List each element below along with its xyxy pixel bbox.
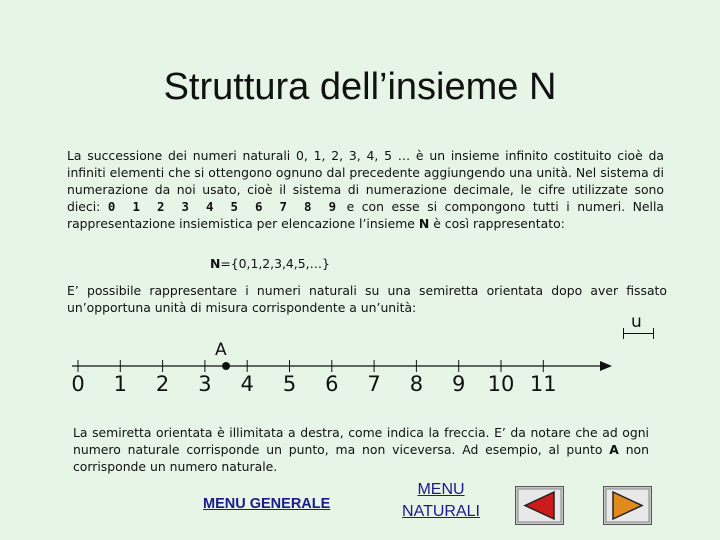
menu-naturali-link[interactable]: MENU NATURALI (402, 481, 480, 520)
set-symbol: N (418, 216, 430, 231)
conclusion-text: La semiretta orientata è illimitata a destra, come indica la freccia. E’ da notare che ad ogni numero naturale corrisponde un punto, ma non viceversa. Ad esempio, al punto (73, 425, 649, 457)
tick-label-7: 7 (367, 372, 381, 396)
tick-label-9: 9 (452, 372, 466, 396)
line-intro-paragraph: E’ possibile rappresentare i numeri naturali su una semiretta orientata dopo aver fissato un’opportuna unità di misura corrispondente a un’unità: (67, 283, 667, 315)
tick-label-5: 5 (282, 372, 297, 396)
intro-text-end: è così rappresentato: (433, 216, 565, 231)
conclusion-paragraph (73, 424, 649, 475)
tick-label-4: 4 (240, 372, 254, 396)
point-a-ref: A (609, 442, 619, 457)
tick-label-6: 6 (325, 372, 339, 396)
menu-generale-link[interactable]: MENU GENERALE (203, 496, 331, 512)
tick-label-3: 3 (198, 372, 212, 396)
point-a-dot (222, 362, 230, 370)
point-a-label: A (215, 340, 227, 360)
tick-label-1: 1 (113, 372, 127, 396)
tick-label-2: 2 (155, 372, 170, 396)
tick-label-11: 11 (529, 372, 557, 396)
previous-button[interactable] (515, 486, 564, 525)
tick-label-8: 8 (409, 372, 424, 396)
tick-label-0: 0 (71, 372, 85, 396)
digits-list: 0 1 2 3 4 5 6 7 8 9 (107, 199, 340, 214)
conclusion-text-end: non corrisponde un numero naturale. (73, 442, 649, 474)
unit-label: u (631, 312, 642, 332)
set-notation-symbol: N (210, 256, 221, 271)
slide-title: Struttura dell’insieme N (163, 66, 557, 108)
tick-label-10: 10 (487, 372, 515, 396)
next-button[interactable] (603, 486, 652, 525)
intro-text: La successione dei numeri naturali 0, 1, 2, 3, 4, 5 … è un insieme infinito costituito cioè da infiniti elementi che si ottengono ognuno dal precedente aggiungendo una unità. Nel sistema di numerazione da noi usato, cioè il sistema di numerazione decimale, le cifre utilizzate sono dieci: (67, 148, 664, 214)
set-notation-elements: ={0,1,2,3,4,5,…} (220, 256, 330, 271)
number-line-arrow (600, 361, 612, 371)
intro-text-cont: e con esse si compongono tutti i numeri. Nella rappresentazione insiemistica per elencazione l’insieme (67, 199, 664, 231)
